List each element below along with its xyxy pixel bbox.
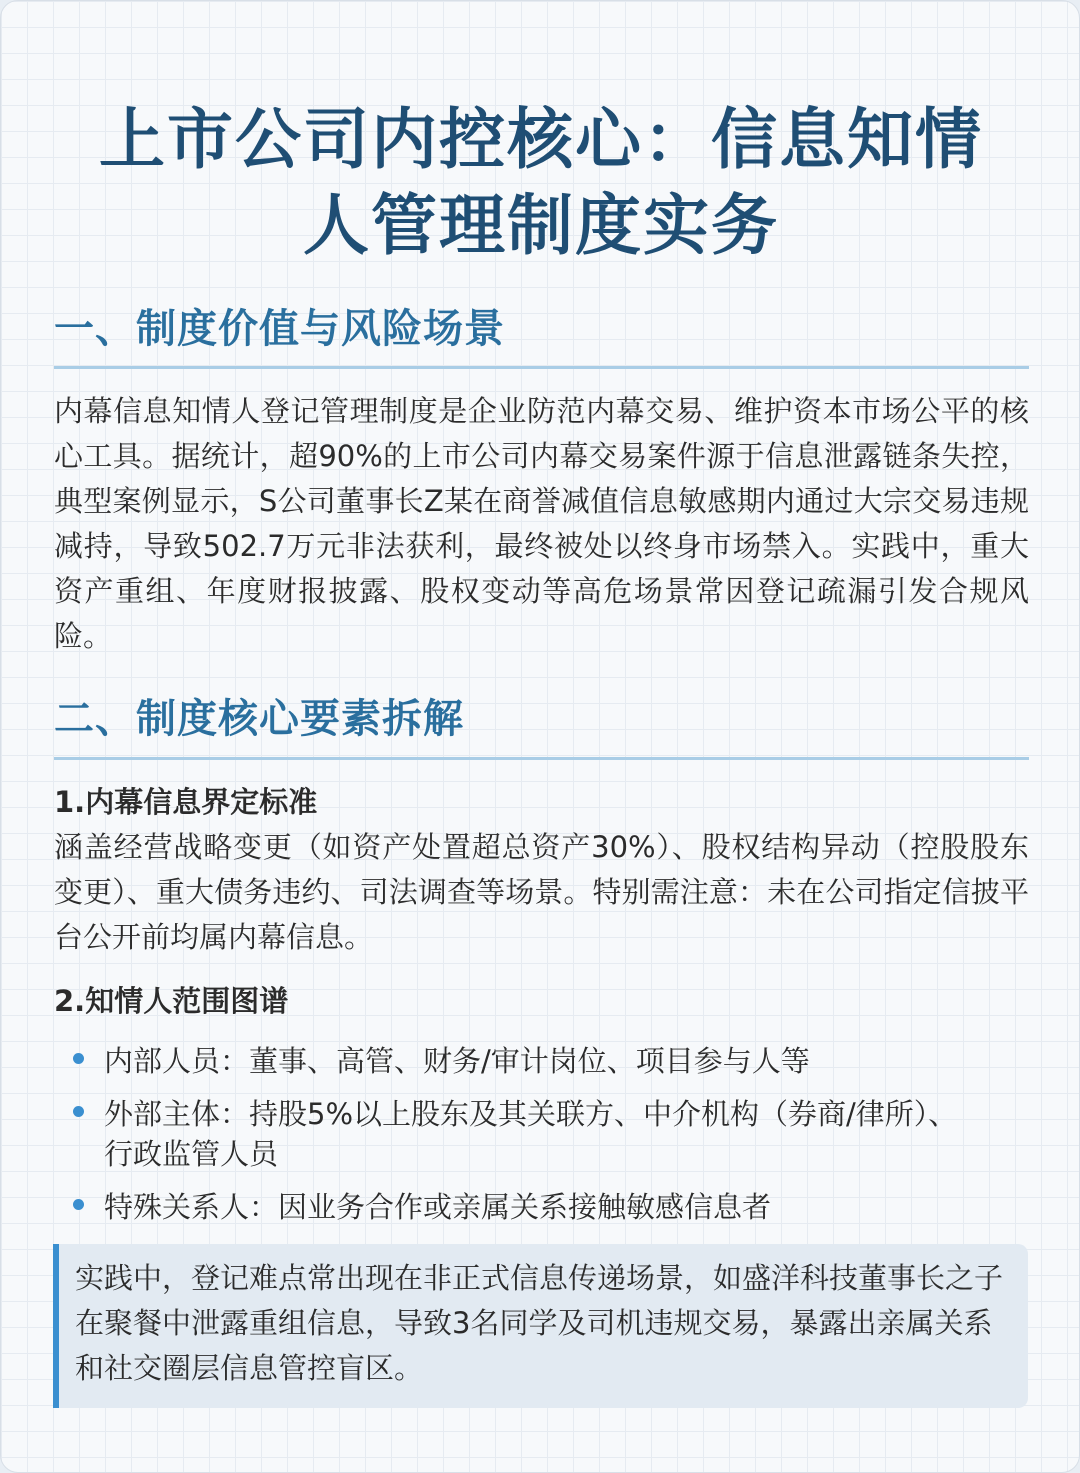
list-item-text: 特殊关系人：因业务合作或亲属关系接触敏感信息者 [104, 1190, 772, 1224]
section-1-heading: 一、制度价值与风险场景 [54, 306, 505, 352]
section-2-heading: 二、制度核心要素拆解 [54, 696, 464, 742]
page-title-line-2: 人管理制度实务 [303, 187, 779, 264]
list-item-text: 外部主体：持股5%以上股东及其关联方、中介机构（券商/律所）、行政监管人员 [104, 1097, 958, 1171]
section-1-body: 内幕信息知情人登记管理制度是企业防范内幕交易、维护资本市场公平的核心工具。据统计，超90%的上市公司内幕交易案件源于信息泄露链条失控，典型案例显示，S公司董事长Z某在商誉减值信息敏感期内通过大宗交易违规减持，导致502.7万元非法获利，最终被处以终身市场禁入。实践中，重大资产重组、年度财报披露、股权变动等高危场景常因登记疏漏引发合规风险。 [54, 394, 1029, 653]
subsection-1-body: 涵盖经营战略变更（如资产处置超总资产30%）、股权结构异动（控股股东变更）、重大债务违约、司法调查等场景。特别需注意：未在公司指定信披平台公开前均属内幕信息。 [54, 830, 1029, 954]
list-item [54, 1094, 1029, 1174]
bullet-dot-icon [73, 1106, 84, 1117]
section-1-divider [54, 366, 1029, 369]
list-item-text: 内部人员：董事、高管、财务/审计岗位、项目参与人等 [104, 1044, 810, 1078]
page-title [61, 97, 1021, 269]
insider-scope-list [54, 1041, 1029, 1240]
section-2-divider [54, 757, 1029, 760]
subsection-2-heading: 2.知情人范围图谱 [54, 984, 289, 1018]
list-item [54, 1187, 1029, 1227]
subsection-1-heading: 1.内幕信息界定标准 [54, 785, 318, 819]
page-title-line-1: 上市公司内控核心：信息知情 [99, 101, 983, 178]
bullet-dot-icon [73, 1053, 84, 1064]
list-item [54, 1041, 1029, 1081]
case-note-callout: 实践中，登记难点常出现在非正式信息传递场景，如盛洋科技董事长之子在聚餐中泄露重组信息，导致3名同学及司机违规交易，暴露出亲属关系和社交圈层信息管控盲区。 [53, 1244, 1028, 1408]
bullet-dot-icon [73, 1199, 84, 1210]
